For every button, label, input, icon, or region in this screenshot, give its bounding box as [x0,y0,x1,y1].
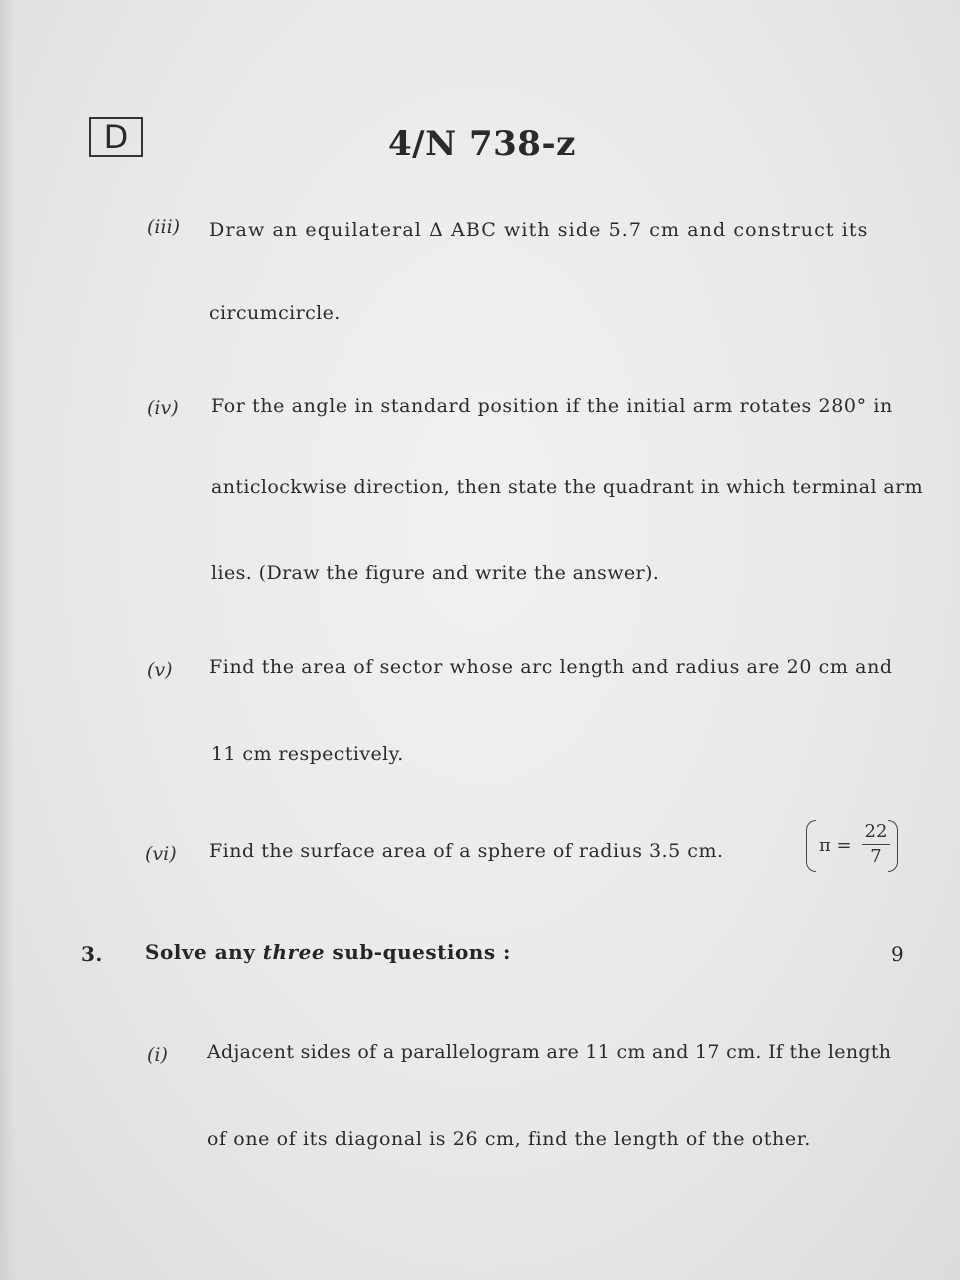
section-3-number: 3. [81,942,103,966]
pi-symbol: π = [819,835,852,856]
question-iv-line-2: anticlockwise direction, then state the quadrant in which terminal arm [211,476,924,498]
pi-value-hint [806,820,898,874]
question-number-iii: (iii) [147,216,181,238]
question-number-v: (v) [147,659,173,681]
question-iv-line-1: For the angle in standard position if the initial arm rotates 280° in [211,395,893,417]
pi-denominator: 7 [870,846,882,867]
page-shadow-edge [0,0,14,1280]
question-v-line-2: 11 cm respectively. [211,743,404,765]
section-3-question-number-i: (i) [147,1044,168,1066]
pi-fraction [862,820,890,869]
paper-code: 4/N 738-z [388,124,576,164]
left-paren [806,820,816,872]
instruction-before: Solve any [145,940,256,964]
section-3-marks: 9 [891,942,904,966]
set-label: D [103,118,129,156]
question-iv-line-3: lies. (Draw the figure and write the answer). [211,562,660,584]
section-3-question-i-line-1: Adjacent sides of a parallelogram are 11 cm and 17 cm. If the length [207,1041,892,1063]
question-vi-line-1: Find the surface area of a sphere of radius 3.5 cm. [209,840,724,862]
question-number-vi: (vi) [145,843,177,865]
instruction-after: sub-questions : [332,940,511,964]
question-iii-line-2: circumcircle. [209,302,341,324]
question-v-line-1: Find the area of sector whose arc length and radius are 20 cm and [209,656,893,678]
pi-numerator: 22 [862,820,890,845]
question-iii-line-1: Draw an equilateral Δ ABC with side 5.7 cm and construct its [209,219,869,241]
section-3-instruction [145,940,511,964]
question-set-box [89,117,143,157]
instruction-emphasis: three [262,940,326,964]
section-3-question-i-line-2: of one of its diagonal is 26 cm, find the length of the other. [207,1128,811,1150]
right-paren [888,820,898,872]
question-number-iv: (iv) [147,397,179,419]
